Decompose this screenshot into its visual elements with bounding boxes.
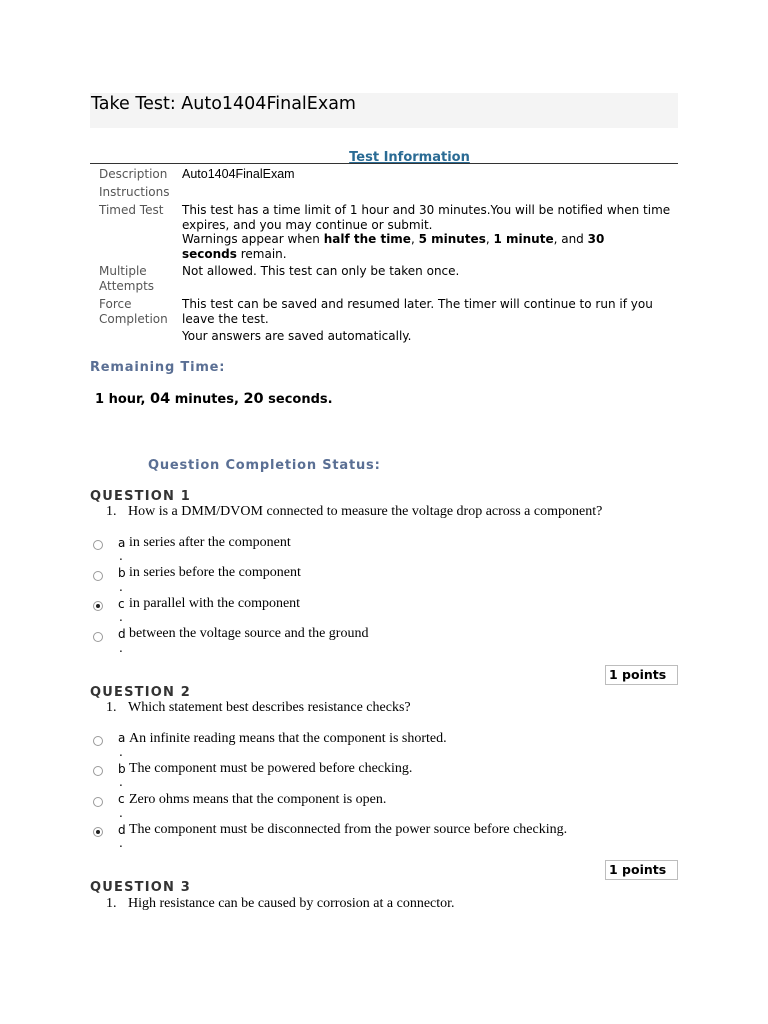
warn-sep: , [410, 232, 419, 246]
warnings-line-2 [182, 247, 678, 262]
multiple-attempts-value: Not allowed. This test can only be taken once. [182, 264, 460, 278]
warn-seconds: seconds [182, 246, 237, 261]
q2-option-d-text[interactable]: The component must be disconnected from the power source before checking. [129, 822, 568, 837]
warnings-text: Warnings appear when [182, 232, 324, 246]
test-information-link[interactable]: Test Information [349, 150, 470, 165]
q1-option-a-text[interactable]: in series after the component [129, 535, 291, 550]
q2-option-b-text[interactable]: The component must be powered before checking. [129, 761, 413, 776]
remaining-seconds-label: seconds. [263, 392, 333, 407]
question-2-text [106, 700, 411, 716]
warn-5min: 5 minutes [418, 232, 486, 246]
question-number: 1. [106, 896, 117, 911]
timed-test-value [182, 203, 678, 261]
warn-sep: , [485, 232, 494, 246]
option-dot: . [119, 549, 123, 563]
description-value: Auto1404FinalExam [182, 167, 295, 181]
warn-remain: remain. [236, 246, 287, 261]
question-2-heading: QUESTION 2 [90, 685, 192, 700]
question-prompt: Which statement best describes resistance checks? [128, 700, 411, 715]
q1-points-badge: 1 points [605, 665, 678, 685]
option-dot: . [119, 641, 123, 655]
instructions-label: Instructions [99, 185, 170, 199]
force-completion-line-2: leave the test. [182, 311, 269, 326]
q2-option-d-radio[interactable] [93, 827, 103, 837]
remaining-minutes: 04 [149, 391, 171, 407]
timed-test-line-2: expires, and you may continue or submit. [182, 217, 433, 232]
multiple-attempts-label-2: Attempts [99, 279, 155, 293]
q2-option-c-radio[interactable] [93, 797, 103, 807]
warn-and: , and [553, 232, 588, 246]
timed-test-line-1: This test has a time limit of 1 hour and 30 minutes.You will be notified when time [182, 203, 671, 217]
remaining-seconds: 20 [243, 391, 264, 407]
q1-option-b-text[interactable]: in series before the component [129, 565, 301, 580]
q1-option-d-text[interactable]: between the voltage source and the ground [129, 626, 369, 641]
warn-30: 30 [587, 232, 605, 246]
question-completion-status[interactable]: Question Completion Status: [148, 458, 381, 473]
page-title: Take Test: Auto1404FinalExam [91, 94, 356, 114]
q2-option-c-text[interactable]: Zero ohms means that the component is open. [129, 792, 387, 807]
force-completion-label-1: Force [99, 297, 132, 311]
force-completion-label [99, 297, 168, 327]
q2-option-b-radio[interactable] [93, 766, 103, 776]
question-number: 1. [106, 700, 117, 715]
option-dot: . [119, 610, 123, 624]
q1-option-d-radio[interactable] [93, 632, 103, 642]
force-completion-value [182, 297, 678, 326]
question-3-heading: QUESTION 3 [90, 880, 192, 895]
question-3-text [106, 896, 455, 912]
remaining-time-value [95, 391, 333, 407]
q1-option-c-letter: c [118, 597, 125, 611]
q1-option-c-text[interactable]: in parallel with the component [129, 596, 301, 611]
q1-option-a-radio[interactable] [93, 540, 103, 550]
timed-test-label: Timed Test [99, 203, 164, 217]
question-number: 1. [106, 504, 117, 519]
remaining-time-label: Remaining Time: [90, 360, 226, 375]
q2-option-a-text[interactable]: An infinite reading means that the component is shorted. [129, 731, 447, 746]
q2-option-c-letter: c [118, 792, 125, 806]
option-dot: . [119, 580, 123, 594]
divider [90, 163, 678, 164]
multiple-attempts-label-1: Multiple [99, 264, 147, 278]
question-1-heading: QUESTION 1 [90, 489, 192, 504]
q2-option-b-letter: b [118, 762, 126, 776]
remaining-hours: 1 hour, [95, 392, 150, 407]
force-completion-line-1: This test can be saved and resumed later. The timer will continue to run if you [182, 297, 653, 311]
option-dot: . [119, 836, 123, 850]
remaining-minutes-label: minutes, [170, 392, 244, 407]
multiple-attempts-label [99, 264, 154, 294]
question-prompt: How is a DMM/DVOM connected to measure the voltage drop across a component? [128, 504, 603, 519]
warn-1min: 1 minute [493, 232, 554, 246]
q1-option-b-radio[interactable] [93, 571, 103, 581]
warn-half: half the time [323, 232, 411, 246]
q2-option-a-letter: a [118, 731, 126, 745]
question-prompt: High resistance can be caused by corrosion at a connector. [128, 896, 455, 911]
q1-option-b-letter: b [118, 566, 126, 580]
q1-option-c-radio[interactable] [93, 601, 103, 611]
q2-option-d-letter: d [118, 823, 126, 837]
q2-option-a-radio[interactable] [93, 736, 103, 746]
option-dot: . [119, 775, 123, 789]
q2-points-badge: 1 points [605, 860, 678, 880]
q1-option-a-letter: a [118, 536, 126, 550]
question-1-text [106, 504, 602, 520]
description-label: Description [99, 167, 168, 181]
force-completion-label-2: Completion [99, 312, 168, 326]
autosave-note: Your answers are saved automatically. [182, 329, 412, 343]
q1-option-d-letter: d [118, 627, 126, 641]
option-dot: . [119, 806, 123, 820]
warnings-line [182, 232, 678, 247]
option-dot: . [119, 745, 123, 759]
